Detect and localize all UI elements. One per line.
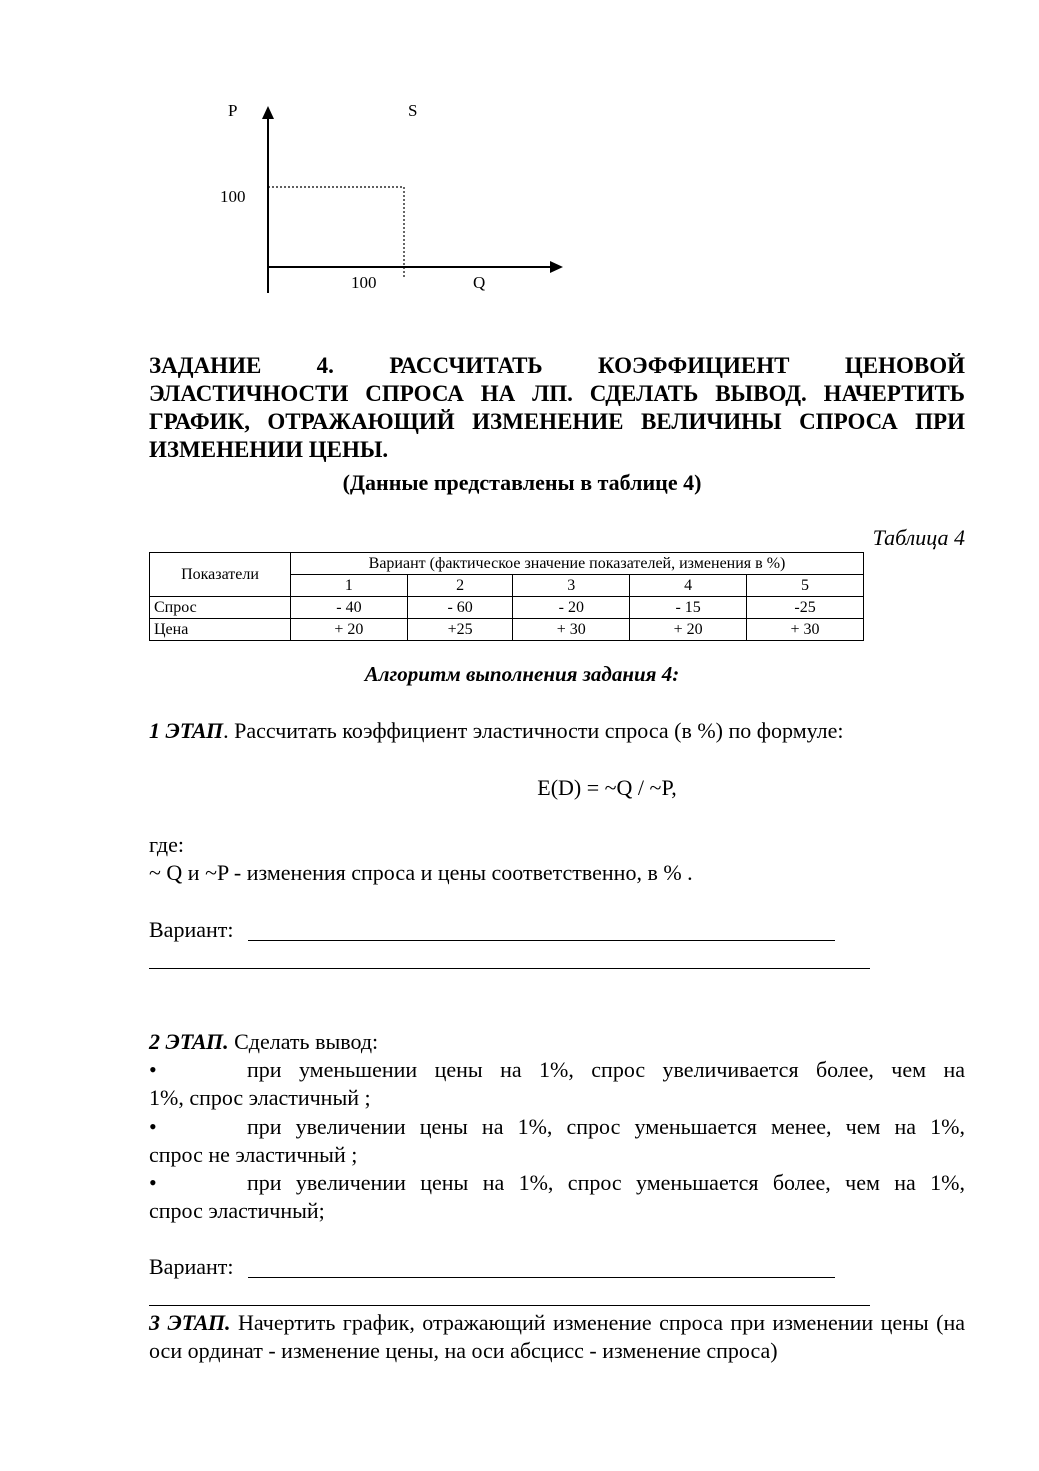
- stage3-instruction: [149, 1309, 965, 1365]
- variant-number: 5: [747, 575, 864, 597]
- x-axis-label: Q: [473, 273, 486, 292]
- table-cell: + 30: [513, 619, 630, 641]
- algorithm-title: Алгоритм выполнения задания 4:: [364, 662, 680, 686]
- heading-line-2: ЭЛАСТИЧНОСТИ СПРОСА НА ЛП. СДЕЛАТЬ ВЫВОД. НАЧЕРТИТЬ: [149, 381, 965, 406]
- table-caption: Таблица 4: [872, 525, 965, 550]
- table-cell: - 60: [407, 597, 512, 619]
- conclusion-text-cont: спрос не эластичный ;: [149, 1142, 358, 1167]
- stage1-variant-label: Вариант:: [149, 917, 234, 942]
- variant-number: 4: [630, 575, 747, 597]
- stage1-answer-line[interactable]: [149, 968, 870, 969]
- row-label: Спрос: [150, 597, 291, 619]
- supply-label: S: [408, 101, 418, 120]
- task-subheading: (Данные представлены в таблице 4): [342, 470, 702, 495]
- stage1-text: . Рассчитать коэффициент эластичности спроса (в %) по формуле:: [223, 718, 844, 743]
- stage2-instruction: [149, 1028, 965, 1056]
- formula-legend: ~ Q и ~P - изменения спроса и цены соответственно, в % .: [149, 860, 693, 885]
- y-axis-label: P: [228, 101, 238, 120]
- elasticity-formula: E(D) = ~Q / ~P,: [537, 775, 677, 800]
- conclusion-text: при увеличении цены на 1%, спрос уменьшается более, чем на 1%,: [247, 1170, 965, 1195]
- heading-line-1: ЗАДАНИЕ 4. РАССЧИТАТЬ КОЭФФИЦИЕНТ ЦЕНОВОЙ: [149, 353, 965, 378]
- variant-number: 1: [291, 575, 408, 597]
- conclusion-item: [149, 1056, 965, 1112]
- bullet-icon: •: [149, 1114, 157, 1139]
- table-cell: + 20: [291, 619, 408, 641]
- stage1-label: 1 ЭТАП: [149, 718, 224, 743]
- conclusion-text: при уменьшении цены на 1%, спрос увеличивается более, чем на: [247, 1057, 965, 1082]
- data-table: [149, 552, 864, 641]
- stage2-variant-answer-line[interactable]: [248, 1277, 835, 1278]
- stage2-variant-label: Вариант:: [149, 1254, 234, 1279]
- x-axis-arrow: [550, 261, 563, 273]
- stage1-variant-answer-line[interactable]: [248, 940, 835, 941]
- supply-graph: [200, 95, 580, 305]
- table-cell: - 15: [630, 597, 747, 619]
- conclusion-text: при увеличении цены на 1%, спрос уменьшается менее, чем на 1%,: [247, 1114, 965, 1139]
- y-axis-arrow: [262, 106, 274, 119]
- conclusion-item: [149, 1113, 965, 1169]
- table-header-row: [150, 553, 864, 575]
- variant-number: 2: [407, 575, 512, 597]
- heading-line-3: ГРАФИК, ОТРАЖАЮЩИЙ ИЗМЕНЕНИЕ ВЕЛИЧИНЫ СПРОСА ПРИ: [149, 409, 965, 434]
- table-row: [150, 619, 864, 641]
- stage1-instruction: [149, 717, 965, 745]
- conclusion-text-cont: спрос эластичный;: [149, 1198, 325, 1223]
- stage2-answer-line[interactable]: [149, 1305, 870, 1306]
- variant-number: 3: [513, 575, 630, 597]
- table-cell: + 20: [630, 619, 747, 641]
- indicators-header: Показатели: [150, 553, 291, 597]
- stage2-label: 2 ЭТАП.: [149, 1029, 229, 1054]
- stage2-text: Сделать вывод:: [228, 1029, 379, 1054]
- task-heading: [149, 352, 965, 464]
- table-cell: -25: [747, 597, 864, 619]
- stage3-text: Начертить график, отражающий изменение спроса при изменении цены (на оси ординат - изменение цены, на оси абсцисс - изменение спроса): [149, 1310, 965, 1363]
- bullet-icon: •: [149, 1057, 157, 1082]
- table-cell: +25: [407, 619, 512, 641]
- x-tick-label: 100: [351, 273, 377, 292]
- table-cell: - 20: [513, 597, 630, 619]
- table-row: [150, 597, 864, 619]
- table-cell: - 40: [291, 597, 408, 619]
- variant-header: Вариант (фактическое значение показателей, изменения в %): [291, 553, 864, 575]
- row-label: Цена: [150, 619, 291, 641]
- formula-where: где:: [149, 832, 184, 857]
- conclusion-text-cont: 1%, спрос эластичный ;: [149, 1085, 371, 1110]
- heading-line-4: ИЗМЕНЕНИИ ЦЕНЫ.: [149, 437, 389, 462]
- y-tick-label: 100: [220, 187, 246, 206]
- stage3-label: 3 ЭТАП.: [149, 1310, 231, 1335]
- bullet-icon: •: [149, 1170, 157, 1195]
- table-cell: + 30: [747, 619, 864, 641]
- conclusion-item: [149, 1169, 965, 1225]
